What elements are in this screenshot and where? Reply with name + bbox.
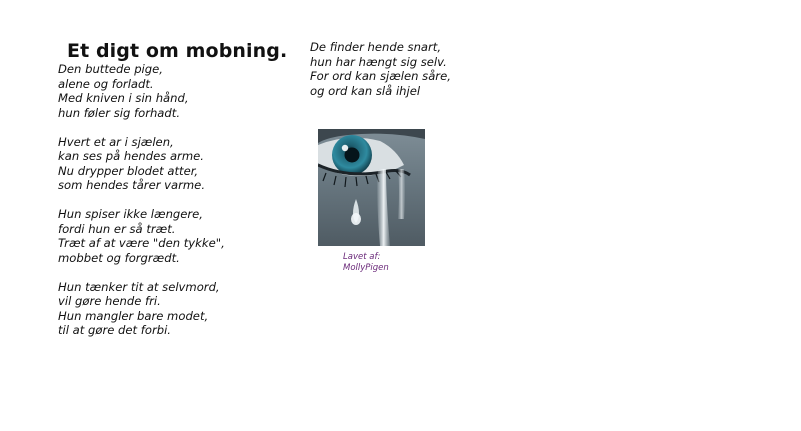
poem-line: kan ses på hendes arme. bbox=[58, 149, 204, 163]
poem-line: Hvert et ar i sjælen, bbox=[58, 134, 174, 149]
poem-right-column bbox=[310, 40, 451, 113]
poem-line: til at gøre det forbi. bbox=[58, 323, 171, 337]
stanza-5 bbox=[310, 40, 451, 98]
poem-line: Træt af at være "den tykke", bbox=[58, 236, 225, 250]
poem-line: De finder hende snart, bbox=[310, 40, 442, 54]
poem-line: vil gøre hende fri. bbox=[58, 294, 161, 308]
stanza-1 bbox=[58, 62, 225, 120]
credit-label: Lavet af: bbox=[343, 252, 381, 262]
poem-line: Den buttede pige, bbox=[58, 62, 163, 76]
stanza-4 bbox=[58, 280, 225, 338]
author-credit bbox=[343, 252, 389, 273]
stanza-2 bbox=[58, 135, 225, 193]
poem-line: hun føler sig forhadt. bbox=[58, 105, 181, 120]
credit-author: MollyPigen bbox=[343, 262, 389, 273]
poem-line: alene og forladt. bbox=[58, 76, 154, 91]
poem-line: Med kniven i sin hånd, bbox=[58, 91, 189, 105]
poem-line: som hendes tårer varme. bbox=[58, 178, 206, 192]
poem-left-column bbox=[58, 62, 225, 352]
poem-line: Nu drypper blodet atter, bbox=[58, 163, 199, 178]
poem-line: For ord kan sjælen såre, bbox=[310, 69, 451, 83]
poem-line: Hun tænker tit at selvmord, bbox=[58, 279, 220, 294]
crying-eye-image bbox=[318, 129, 425, 246]
poem-line: og ord kan slå ihjel bbox=[310, 83, 421, 98]
poem-line: hun har hængt sig selv. bbox=[310, 54, 447, 69]
poem-line: Hun mangler bare modet, bbox=[58, 308, 209, 323]
stanza-3 bbox=[58, 207, 225, 265]
poem-title: Et digt om mobning. bbox=[67, 40, 288, 62]
poem-line: mobbet og forgrædt. bbox=[58, 250, 180, 265]
poem-line: Hun spiser ikke længere, bbox=[58, 207, 203, 221]
poem-line: fordi hun er så træt. bbox=[58, 221, 176, 236]
